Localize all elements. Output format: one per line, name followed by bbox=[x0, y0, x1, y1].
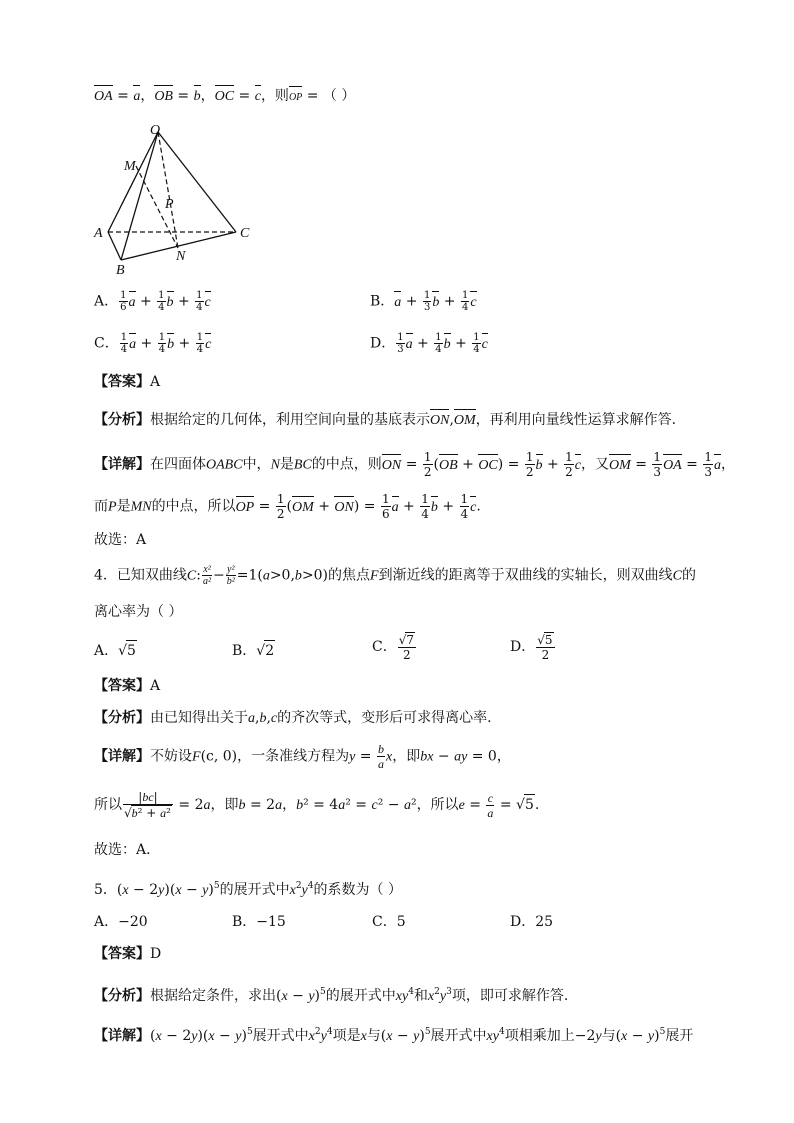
q3-stem: OA = a，OB = b，OC = c，则OP = （ ） bbox=[94, 86, 355, 108]
q4-analysis: 【分析】由已知得出关于a,b,c的齐次等式，变形后可求得离心率. bbox=[94, 710, 492, 726]
q4-option-a: A．√5 bbox=[94, 640, 137, 661]
q3-choose: 故选：A bbox=[94, 532, 147, 548]
label-p: P bbox=[165, 197, 174, 212]
q3-option-c: C． $\frac{1}{4}$ a + $\frac{1}{4}$ b + $\frac{1}{4}$ c bbox=[94, 332, 212, 355]
q3-option-a: A． $\frac{1}{6}$ a + $\frac{1}{4}$ b + $\frac{1}{4}$ c bbox=[94, 290, 211, 313]
q4-answer: 【答案】A bbox=[94, 678, 161, 694]
tetrahedron-figure bbox=[88, 122, 268, 282]
q3-detail-line2: 而P是MN的中点，所以OP = $\frac{1}{2}$ (OM + ON) = $\frac{1}{6}$ a + $\frac{1}{4}$ b + $\frac{1}{4}$ c. bbox=[94, 492, 481, 521]
q4-choose: 故选：A． bbox=[94, 842, 161, 858]
q4-option-b: B．√2 bbox=[232, 640, 275, 661]
q5-option-a: A．−20 bbox=[94, 914, 148, 930]
q4-stem-line1: 4．已知双曲线C: $\frac{\text{x²}}{\text{a²}}$ − $\frac{\text{y²}}{\text{b²}}$ =1(a>0,b>0)的焦点F到渐近线的距离等于双曲线的实轴长，则双曲线C的 bbox=[94, 564, 696, 587]
q4-detail-line2: 所以 $\frac{|bc|}{\text{√b² + a²}}$ = 2a，即b = 2a，b² = 4a² = c² − a²，所以e = $\frac{c}{a}$ = √5. bbox=[94, 790, 540, 820]
q5-detail: 【详解】$(x - 2y)(x - y)^5$展开式中$x^2y^4$项是x与$(x - y)^5$展开式中$xy^4$项相乘加上−2y与$(x - y)^5$展开 bbox=[94, 1027, 694, 1044]
q3-option-b: B．a + $\frac{1}{3}$ b + $\frac{1}{4}$ c bbox=[370, 290, 477, 313]
q3-detail-line1: 【详解】在四面体OABC中，N是BC的中点，则ON = $\frac{1}{2}$ (OB + OC) = $\frac{1}{2}$ b + $\frac{1}{2}$ c，又OM = $\frac{1}{3}$ OA = $\frac{1}{3}$ a， bbox=[94, 450, 736, 479]
q4-option-d: D． $\frac{√5}{2}$ bbox=[510, 633, 553, 662]
q3-option-d: D． $\frac{1}{3}$ a + $\frac{1}{4}$ b + $\frac{1}{4}$ c bbox=[370, 332, 488, 355]
q3-answer: 【答案】A bbox=[94, 374, 161, 390]
label-a: A bbox=[94, 226, 103, 241]
label-n: N bbox=[176, 249, 186, 264]
q5-option-b: B．−15 bbox=[232, 914, 286, 930]
q5-option-d: D．25 bbox=[510, 914, 554, 930]
q3-analysis: 【分析】根据给定的几何体，利用空间向量的基底表示ON,OM，再利用向量线性运算求解作答. bbox=[94, 410, 676, 431]
q4-stem-line2: 离心率为（ ） bbox=[94, 604, 183, 620]
q5-answer: 【答案】D bbox=[94, 946, 162, 962]
q5-option-c: C．5 bbox=[372, 914, 406, 930]
label-m: M bbox=[124, 159, 136, 174]
label-c: C bbox=[240, 226, 250, 241]
q4-detail-line1: 【详解】不妨设F(c, 0)，一条准线方程为y = $\frac{b}{a}$ x，即bx − ay = 0， bbox=[94, 742, 511, 771]
label-b: B bbox=[116, 263, 125, 278]
q5-analysis: 【分析】根据给定条件，求出$(x - y)^5$的展开式中$xy^4$和$x^2y^3$项，即可求解作答. bbox=[94, 987, 569, 1004]
q4-option-c: C． $\frac{√7}{2}$ bbox=[372, 633, 415, 662]
label-o: O bbox=[150, 123, 161, 138]
q5-stem: 5．$(x - 2y)(x - y)^5$的展开式中$x^2y^4$的系数为（ ） bbox=[94, 881, 402, 898]
